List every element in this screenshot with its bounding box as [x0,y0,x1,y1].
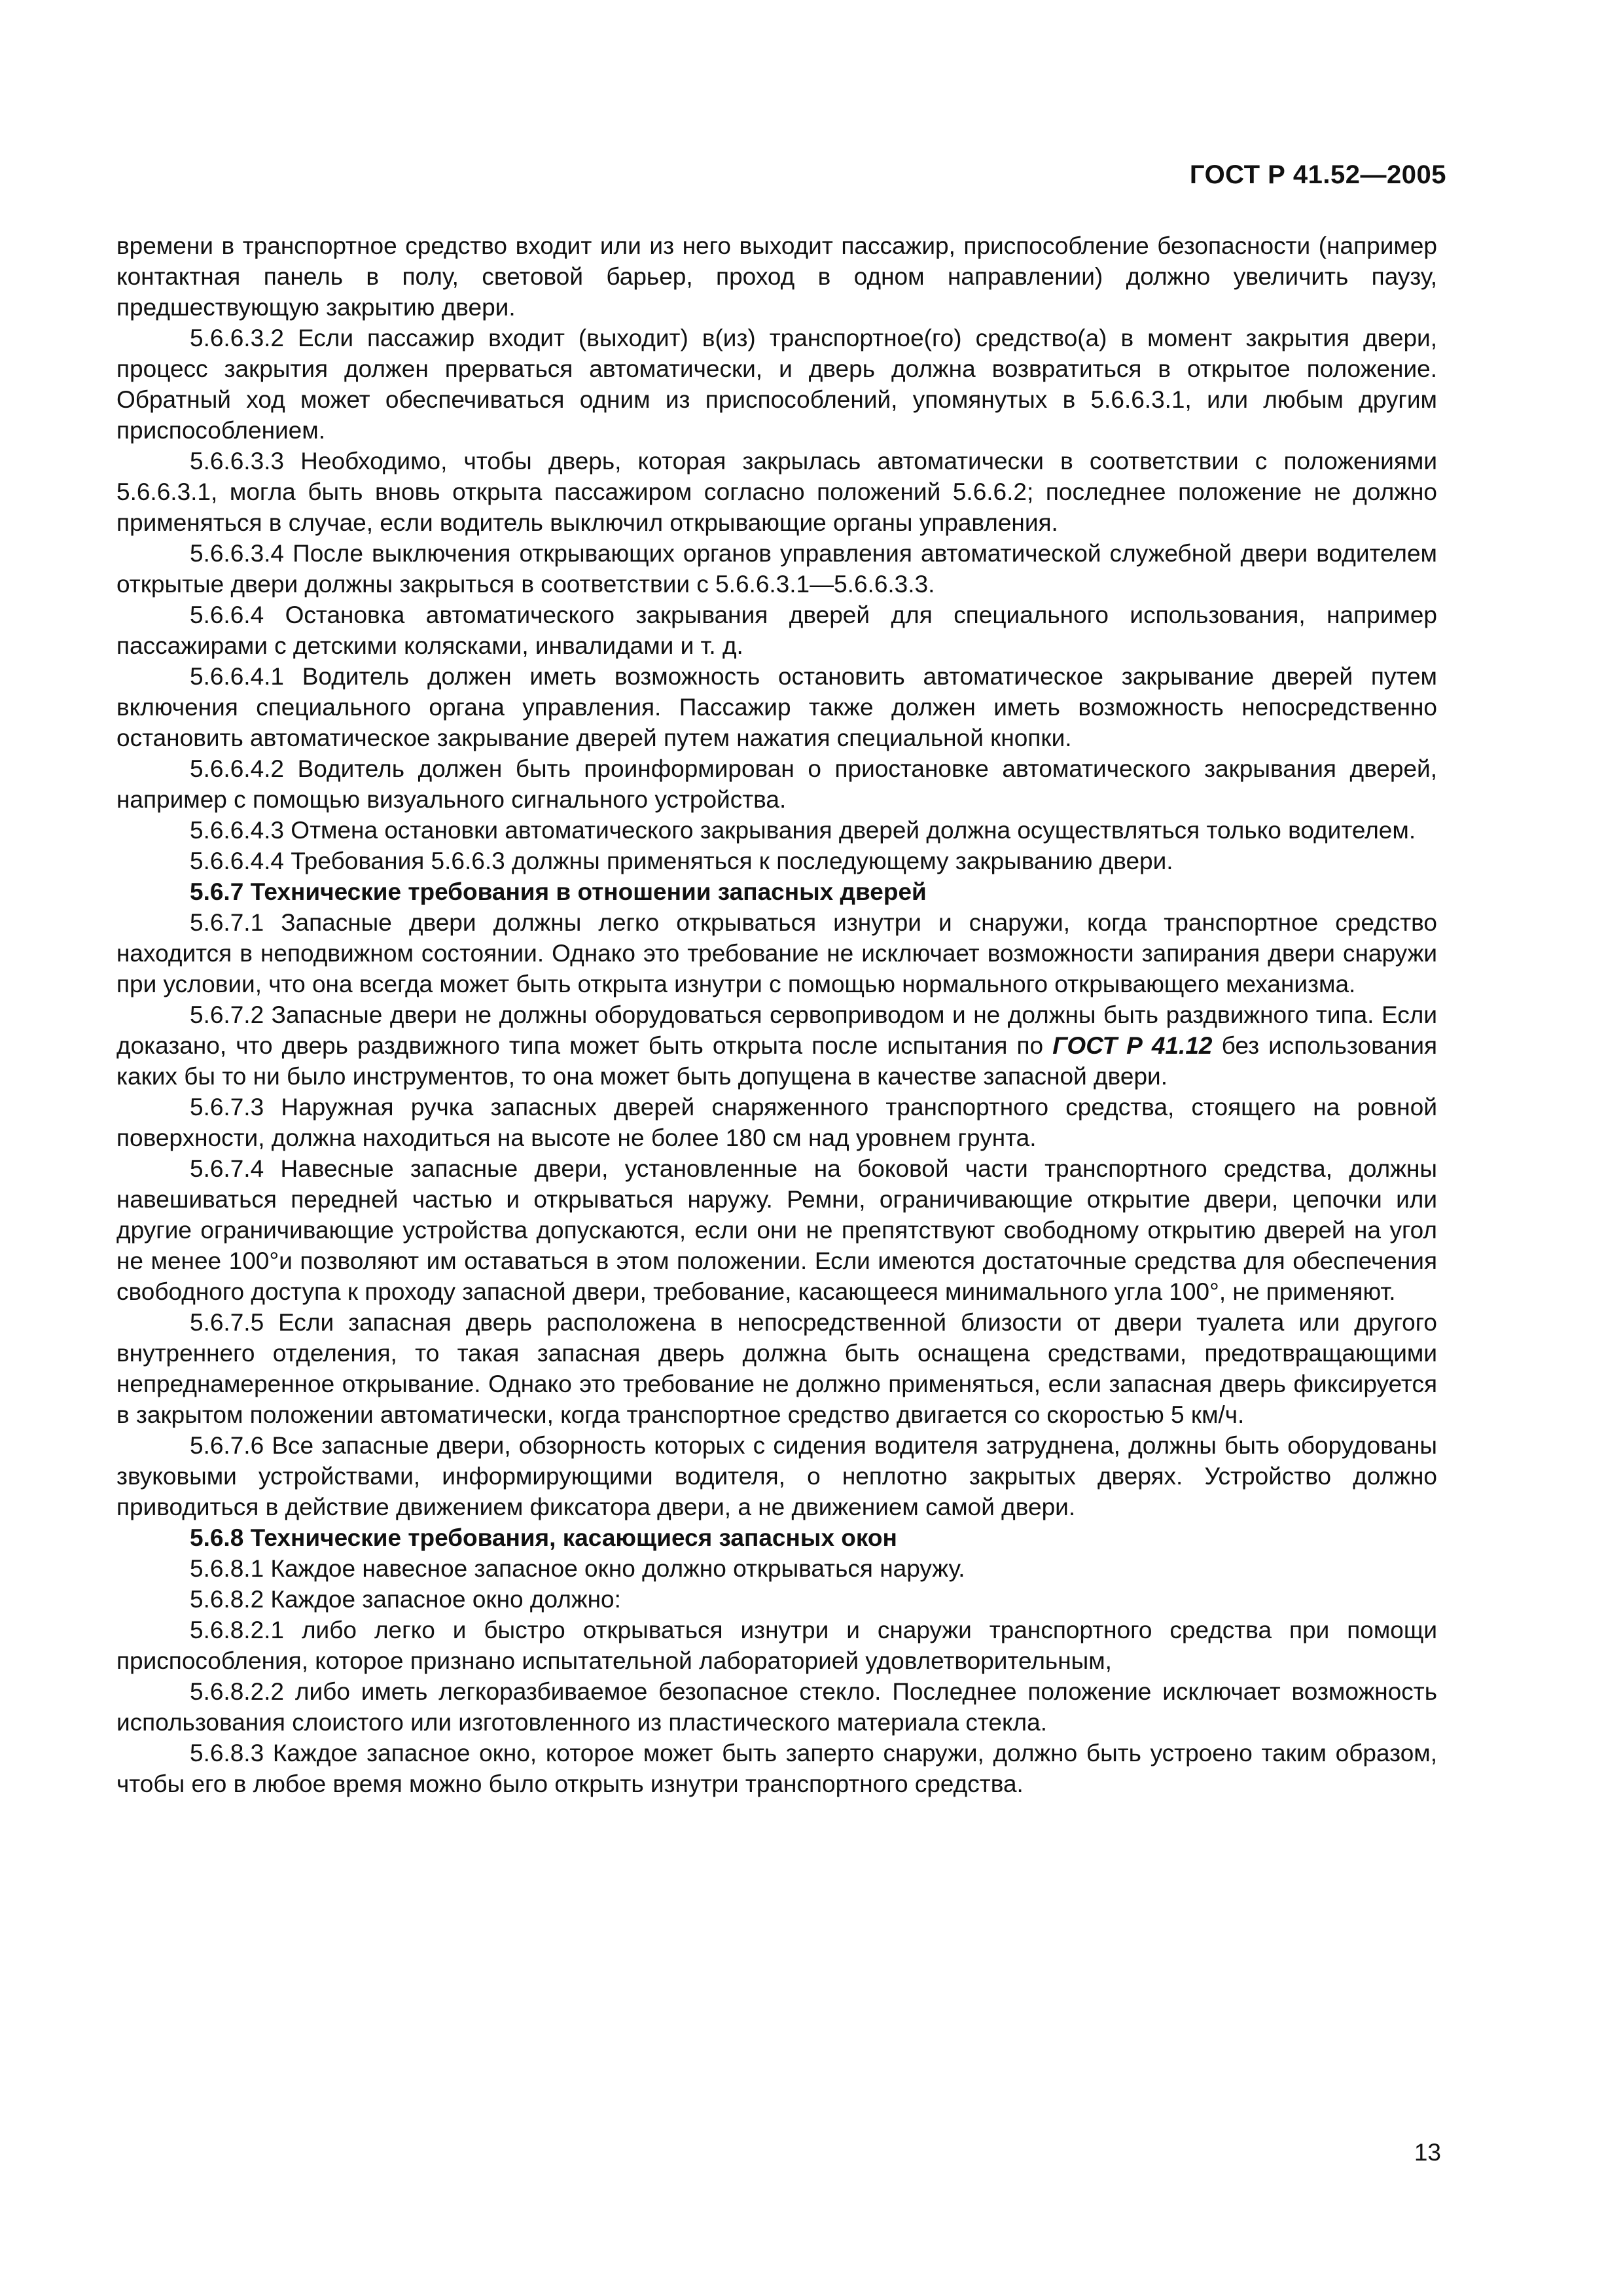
standard-header: ГОСТ Р 41.52—2005 [1189,160,1446,189]
clause-5-6-6-4-1: 5.6.6.4.1 Водитель должен иметь возможность остановить автоматическое закрывание дверей путем включения специального органа управления. Пассажир также должен иметь возможность непосредственно остановить автоматическое закрывание дверей путем нажатия специальной кнопки. [116,663,1437,751]
clause-5-6-8-2: 5.6.8.2 Каждое запасное окно должно: [190,1586,621,1613]
clause-5-6-7-2 [116,999,1437,1092]
section-heading-5-6-7: 5.6.7 Технические требования в отношении запасных дверей [190,878,927,905]
clause-5-6-8-3: 5.6.8.3 Каждое запасное окно, которое может быть заперто снаружи, должно быть устроено таким образом, чтобы его в любое время можно было открыть изнутри транспортного средства. [116,1740,1437,1797]
clause-5-6-7-4: 5.6.7.4 Навесные запасные двери, установленные на боковой части транспортного средства, должны навешиваться передней частью и открываться наружу. Ремни, ограничивающие открытие двери, цепочки или другие ограничивающие устройства допускаются, если они не препятствуют свободному открытию дверей на угол не менее 100°и позволяют им оставаться в этом положении. Если имеются достаточные средства для обеспечения свободного доступа к проходу запасной двери, требование, касающееся минимального угла 100°, не применяют. [116,1155,1437,1305]
clause-5-6-7-3: 5.6.7.3 Наружная ручка запасных дверей снаряженного транспортного средства, стоящего на ровной поверхности, должна находиться на высоте не более 180 см над уровнем грунта. [116,1094,1437,1151]
clause-5-6-6-4-4: 5.6.6.4.4 Требования 5.6.6.3 должны применяться к последующему закрыванию двери. [190,848,1173,874]
paragraph-continuation: времени в транспортное средство входит или из него выходит пассажир, приспособление безопасности (например контактная панель в полу, световой барьер, проход в одном направлении) должно увеличить паузу, предшествующую закрытию двери. [116,232,1437,321]
clause-5-6-6-3-4: 5.6.6.3.4 После выключения открывающих органов управления автоматической служебной двери водителем открытые двери должны закрыться в соответствии с 5.6.6.3.1—5.6.6.3.3. [116,540,1437,598]
clause-5-6-7-6: 5.6.7.6 Все запасные двери, обзорность которых с сидения водителя затруднена, должны быть оборудованы звуковыми устройствами, информирующими водителя, о неплотно закрытых дверях. Устройство должно приводиться в действие движением фиксатора двери, а не движением самой двери. [116,1432,1437,1520]
page-number: 13 [1414,2139,1441,2166]
clause-5-6-6-3-2: 5.6.6.3.2 Если пассажир входит (выходит) в(из) транспортное(го) средство(а) в момент закрытия двери, процесс закрытия должен прерваться автоматически, и дверь должна возвратиться в открытое положение. Обратный ход может обеспечиваться одним из приспособлений, упомянутых в 5.6.6.3.1, или любым другим приспособлением. [116,325,1437,444]
clause-5-6-8-2-1: 5.6.8.2.1 либо легко и быстро открываться изнутри и снаружи транспортного средства при помощи приспособления, которое признано испытательной лабораторией удовлетворительным, [116,1617,1437,1674]
clause-5-6-6-4-2: 5.6.6.4.2 Водитель должен быть проинформирован о приостановке автоматического закрывания дверей, например с помощью визуального сигнального устройства. [116,755,1437,813]
standard-reference: ГОСТ Р 41.12 [1052,1032,1213,1059]
clause-5-6-6-4-3: 5.6.6.4.3 Отмена остановки автоматического закрывания дверей должна осуществляться только водителем. [190,817,1416,844]
clause-5-6-7-2-text-b: без использования каких бы то ни было инструментов, то она может быть допущена в качестве запасной двери. [116,1032,1438,1090]
clause-5-6-8-2-2: 5.6.8.2.2 либо иметь легкоразбиваемое безопасное стекло. Последнее положение исключает возможность использования слоистого или изготовленного из пластического материала стекла. [116,1678,1437,1736]
clause-5-6-8-1: 5.6.8.1 Каждое навесное запасное окно должно открываться наружу. [190,1555,965,1582]
clause-5-6-6-4: 5.6.6.4 Остановка автоматического закрывания дверей для специального использования, например пассажирами с детскими колясками, инвалидами и т. д. [116,601,1437,659]
clause-5-6-7-1: 5.6.7.1 Запасные двери должны легко открываться изнутри и снаружи, когда транспортное средство находится в неподвижном состоянии. Однако это требование не исключает возможности запирания двери снаружи при условии, что она всегда может быть открыта изнутри с помощью нормального открывающего механизма. [116,909,1437,997]
document-body [116,230,1437,1799]
section-heading-5-6-8: 5.6.8 Технические требования, касающиеся запасных окон [190,1524,897,1551]
clause-5-6-7-5: 5.6.7.5 Если запасная дверь расположена в непосредственной близости от двери туалета или другого внутреннего отделения, то такая запасная дверь должна быть оснащена средствами, предотвращающими непреднамеренное открывание. Однако это требование не должно применяться, если запасная дверь фиксируется в закрытом положении автоматически, когда транспортное средство двигается со скоростью 5 км/ч. [116,1309,1437,1428]
clause-5-6-6-3-3: 5.6.6.3.3 Необходимо, чтобы дверь, которая закрылась автоматически в соответствии с положениями 5.6.6.3.1, могла быть вновь открыта пассажиром согласно положений 5.6.6.2; последнее положение не должно применяться в случае, если водитель выключил открывающие органы управления. [116,448,1437,536]
clause-5-6-7-2-text-a: 5.6.7.2 Запасные двери не должны оборудоваться сервоприводом и не должны быть раздвижного типа. Если доказано, что дверь раздвижного типа может быть открыта после испытания по [116,1001,1437,1059]
